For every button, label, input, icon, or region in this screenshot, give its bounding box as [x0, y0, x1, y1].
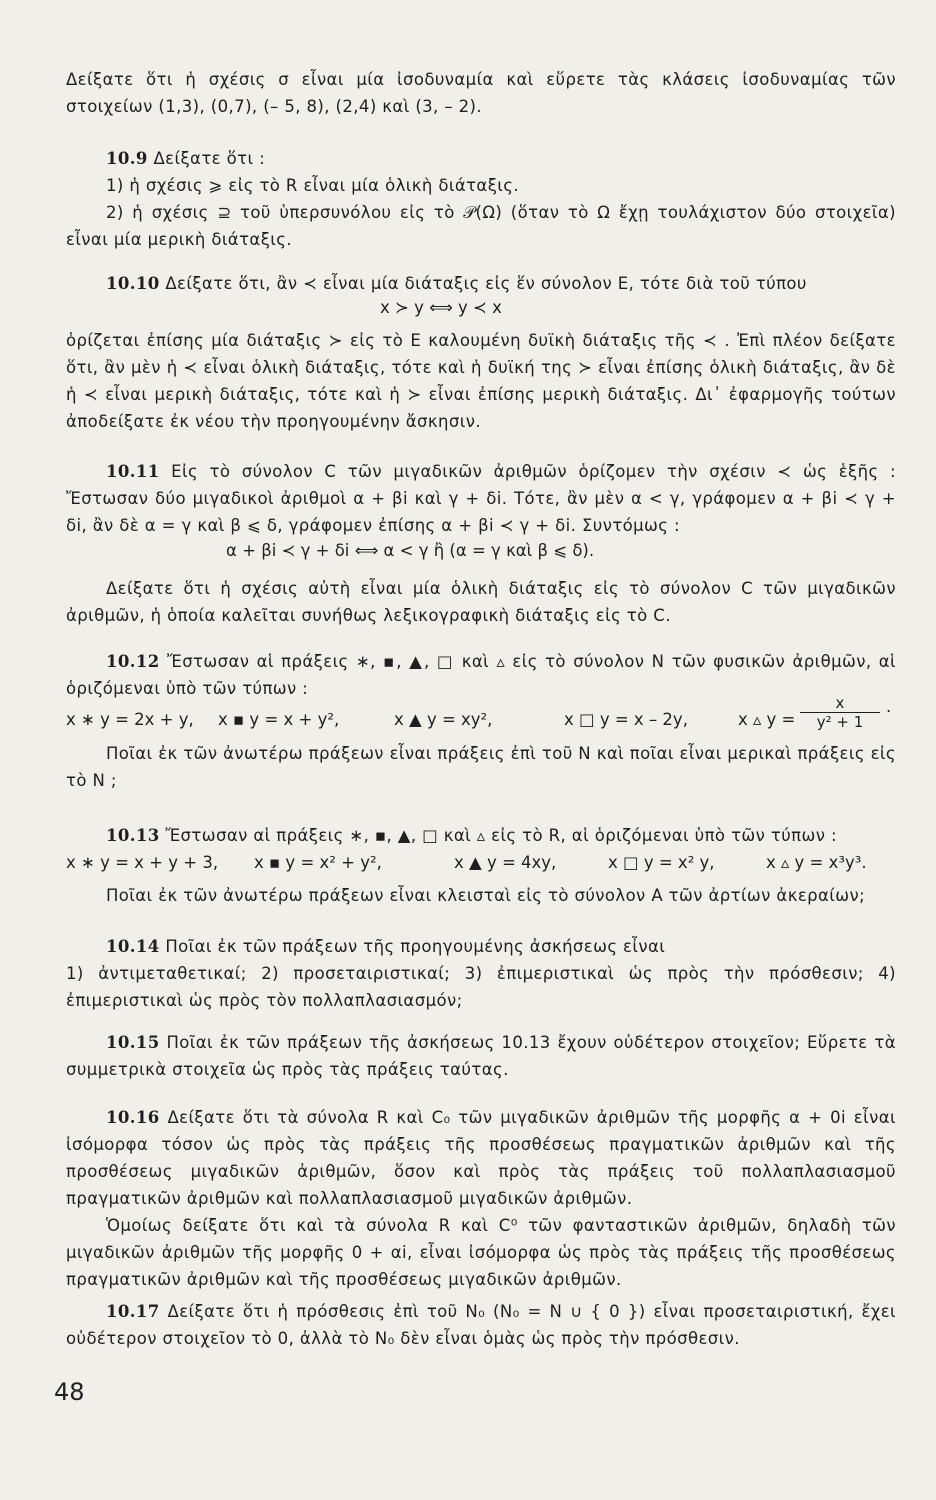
- exercise-10-13-question: Ποῖαι ἐκ τῶν ἀνωτέρω πράξεων εἶναι κλεισταὶ εἰς τὸ σύνολον A τῶν ἀρτίων ἀκεραίων;: [106, 886, 866, 905]
- exercise-10-15: [66, 1029, 896, 1083]
- exercise-10-11-intro: [66, 458, 896, 539]
- fraction: [800, 694, 880, 731]
- exercise-number: 10.13: [106, 826, 160, 845]
- exercise-text: Ποῖαι ἐκ τῶν πράξεων τῆς ἀσκήσεως 10.13 ἔχουν οὐδέτερον στοιχεῖον; Εὕρετε τὰ συμμετρικὰ στοιχεῖα ὡς πρὸς τὰς πράξεις ταύτας.: [66, 1033, 896, 1079]
- exercise-intro: Δείξατε ὅτι :: [153, 149, 266, 168]
- exercise-number: 10.10: [106, 274, 160, 293]
- fraction-denominator: y² + 1: [800, 712, 880, 731]
- exercise-10-10-body: ὁρίζεται ἐπίσης μία διάταξις ≻ εἰς τὸ Ε καλουμένη δυϊκὴ διάταξις τῆς ≺ . Ἐπὶ πλέον δείξατε ὅτι, ἂν μὲν ἡ ≺ εἶναι ὁλικὴ διάταξις, τότε καὶ ἡ δυϊκή της ≻ εἶναι ἐπίσης ὁλικὴ διάταξις, ἂν δὲ ἡ ≺ εἶναι μερικὴ διάταξις, τότε καὶ ἡ ≻ εἶναι ἐπίσης μερικὴ διάταξις. Δι᾽ ἐφαρμογῆς τούτων ἀποδείξατε ἐκ νέου τὴν προηγουμένην ἄσκησιν.: [66, 331, 896, 431]
- formula-open-triangle: x ▵ y =: [738, 710, 796, 729]
- exercise-number: 10.14: [106, 937, 160, 956]
- exercise-text: Ἔστωσαν αἱ πράξεις ∗, ▪, ▲, □ καὶ ▵ εἰς τὸ σύνολον N τῶν φυσικῶν ἀριθμῶν, αἱ ὁριζόμεναι ὑπὸ τῶν τύπων :: [66, 652, 896, 698]
- formula-box: x □ y = x² y,: [608, 853, 715, 872]
- formula-end-mark: ·: [886, 702, 892, 721]
- exercise-10-17: [66, 1298, 896, 1352]
- exercise-10-9-heading: [106, 145, 896, 172]
- exercise-number: 10.16: [106, 1108, 160, 1127]
- exercise-number: 10.12: [106, 652, 160, 671]
- exercise-10-12-intro: [66, 648, 896, 702]
- fraction-numerator: x: [835, 694, 845, 712]
- exercise-text: Ἔστωσαν αἱ πράξεις ∗, ▪, ▲, □ καὶ ▵ εἰς τὸ R, αἱ ὁριζόμεναι ὑπὸ τῶν τύπων :: [165, 826, 837, 845]
- exercise-10-10-formula: x ≻ y ⟺ y ≺ x: [380, 298, 502, 317]
- exercise-10-16-part-1: [66, 1104, 896, 1212]
- exercise-number: 10.17: [106, 1302, 160, 1321]
- formula-star: x ∗ y = 2x + y,: [66, 710, 194, 729]
- formula-square-dot: x ▪ y = x² + y²,: [254, 853, 382, 872]
- exercise-10-9-item-2: 2) ἡ σχέσις ⊇ τοῦ ὑπερσυνόλου εἰς τὸ 𝒫(Ω) (ὅταν τὸ Ω ἔχῃ τουλάχιστον δύο στοιχεῖα) εἶναι μία μερικὴ διάταξις.: [66, 203, 896, 249]
- exercise-text: Δείξατε ὅτι ἡ πρόσθεσις ἐπὶ τοῦ N₀ (N₀ = N ∪ { 0 }) εἶναι προσεταιριστική, ἔχει οὐδέτερον στοιχεῖον τὸ 0, ἀλλὰ τὸ N₀ δὲν εἶναι ὁμὰς ὡς πρὸς τὴν πρόσθεσιν.: [66, 1302, 896, 1348]
- exercise-10-12-question: Ποῖαι ἐκ τῶν ἀνωτέρω πράξεων εἶναι πράξεις ἐπὶ τοῦ N καὶ ποῖαι εἶναι μερικαὶ πράξεις εἰς τὸ N ;: [66, 744, 896, 790]
- exercise-10-13-intro: [106, 822, 896, 849]
- exercise-number: 10.11: [106, 462, 160, 481]
- formula-star: x ∗ y = x + y + 3,: [66, 853, 219, 872]
- exercise-10-10-heading: [106, 270, 896, 297]
- exercise-intro: Δείξατε ὅτι, ἂν ≺ εἶναι μία διάταξις εἰς ἕν σύνολον Ε, τότε διὰ τοῦ τύπου: [165, 274, 807, 293]
- exercise-text: Εἰς τὸ σύνολον C τῶν μιγαδικῶν ἀριθμῶν ὁρίζομεν τὴν σχέσιν ≺ ὡς ἑξῆς : Ἔστωσαν δύο μιγαδικοὶ ἀριθμοὶ α + βi καὶ γ + δi. Τότε, ἂν μὲν α < γ, γράφομεν α + βi ≺ γ + δi, ἂν δὲ α = γ καὶ β ⩽ δ, γράφομεν ἐπίσης α + βi ≺ γ + δi. Συντόμως :: [66, 462, 896, 535]
- exercise-text: Δείξατε ὅτι τὰ σύνολα R καὶ C₀ τῶν μιγαδικῶν ἀριθμῶν τῆς μορφῆς α + 0i εἶναι ἰσόμορφα τόσον ὡς πρὸς τὰς πράξεις τῆς προσθέσεως πραγματικῶν ἀριθμῶν καὶ τῆς προσθέσεως μιγαδικῶν ἀριθμῶν, ὅσον καὶ πρὸς τὰς πράξεις τοῦ πολλαπλασιασμοῦ πραγματικῶν ἀριθμῶν καὶ πολλαπλασιασμοῦ μιγαδικῶν ἀριθμῶν.: [66, 1108, 896, 1208]
- exercise-text: Ποῖαι ἐκ τῶν πράξεων τῆς προηγουμένης ἀσκήσεως εἶναι: [165, 937, 666, 956]
- exercise-10-16-part-2: Ὁμοίως δείξατε ὅτι καὶ τὰ σύνολα R καὶ C⁰ τῶν φανταστικῶν ἀριθμῶν, δηλαδὴ τῶν μιγαδικῶν ἀριθμῶν τῆς μορφῆς 0 + αi, εἶναι ἰσόμορφα ὡς πρὸς τὰς πράξεις τῆς προσθέσεως πραγματικῶν ἀριθμῶν καὶ τῆς προσθέσεως μιγαδικῶν ἀριθμῶν.: [66, 1216, 896, 1289]
- exercise-10-11-body: Δείξατε ὅτι ἡ σχέσις αὐτὴ εἶναι μία ὁλικὴ διάταξις εἰς τὸ σύνολον C τῶν μιγαδικῶν ἀριθμῶν, ἡ ὁποία καλεῖται συνήθως λεξικογραφικὴ διάταξις εἰς τὸ C.: [66, 579, 896, 625]
- formula-square-dot: x ▪ y = x + y²,: [218, 710, 340, 729]
- exercise-10-14-items: 1) ἀντιμεταθετικαί; 2) προσεταιριστικαί; 3) ἐπιμεριστικαὶ ὡς πρὸς τὴν πρόσθεσιν; 4) ἐπιμεριστικαὶ ὡς πρὸς τὸν πολλαπλασιασμόν;: [66, 964, 896, 1010]
- formula-triangle: x ▲ y = xy²,: [394, 710, 493, 729]
- page-number: 48: [54, 1378, 85, 1406]
- exercise-10-11-formula: α + βi ≺ γ + δi ⟺ α < γ ἢ (α = γ καὶ β ⩽ δ).: [226, 541, 595, 560]
- formula-open-triangle: x ▵ y = x³y³.: [766, 853, 867, 872]
- exercise-10-14-intro: [106, 933, 896, 960]
- formula-triangle: x ▲ y = 4xy,: [454, 853, 557, 872]
- exercise-number: 10.9: [106, 149, 148, 168]
- paragraph-intro: Δείξατε ὅτι ἡ σχέσις σ εἶναι μία ἰσοδυναμία καὶ εὕρετε τὰς κλάσεις ἰσοδυναμίας τῶν στοιχείων (1,3), (0,7), (– 5, 8), (2,4) καὶ (3, – 2).: [66, 70, 896, 116]
- exercise-number: 10.15: [106, 1033, 160, 1052]
- formula-box: x □ y = x – 2y,: [564, 710, 688, 729]
- exercise-10-9-item-1: 1) ἡ σχέσις ⩾ εἰς τὸ R εἶναι μία ὁλικὴ διάταξις.: [106, 176, 520, 195]
